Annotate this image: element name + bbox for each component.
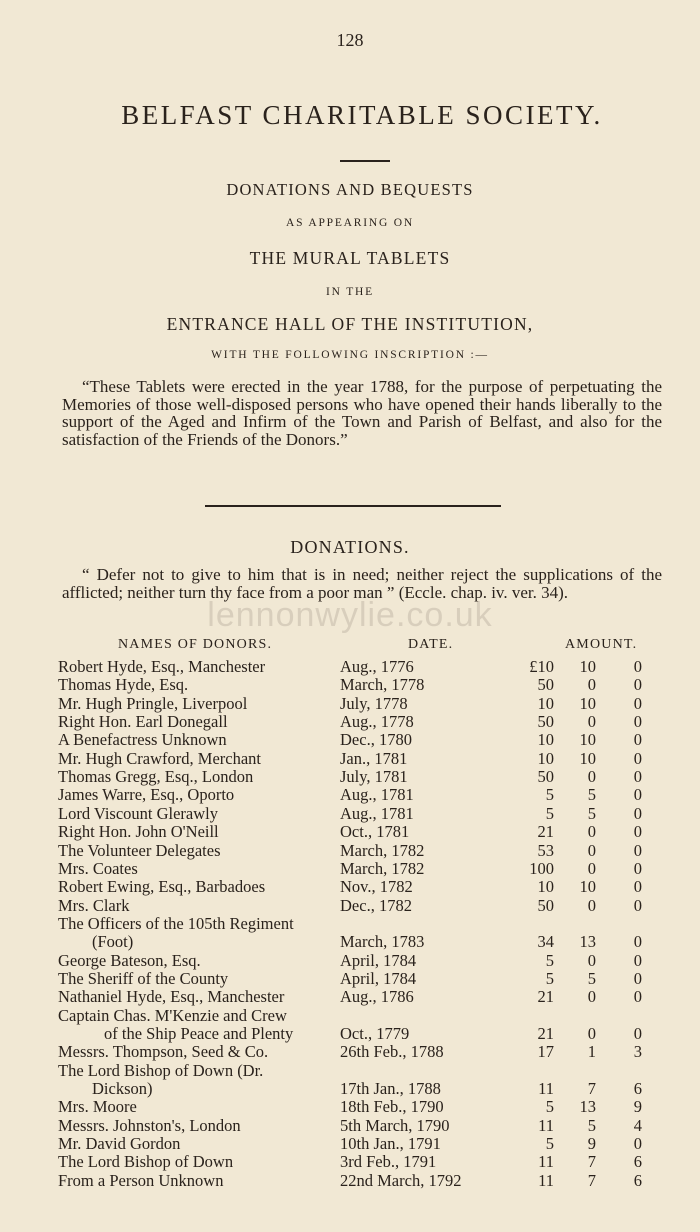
amount-shillings: 7 xyxy=(587,1152,596,1172)
heading-inscription-intro: WITH THE FOLLOWING INSCRIPTION :— xyxy=(211,349,489,361)
donor-name: Mr. David Gordon xyxy=(58,1134,181,1154)
donor-name: Mrs. Coates xyxy=(58,858,138,878)
donation-date: March, 1782 xyxy=(340,858,425,878)
donation-date: Oct., 1779 xyxy=(340,1024,410,1043)
donor-name: The Volunteer Delegates xyxy=(58,840,221,860)
donation-date: March, 1778 xyxy=(340,675,425,695)
table-row xyxy=(0,841,700,859)
donation-date: March, 1783 xyxy=(340,932,425,952)
amount-pounds: 10 xyxy=(537,748,554,768)
amount-pence: 9 xyxy=(633,1097,642,1117)
amount-shillings: 0 xyxy=(587,675,596,695)
donation-date: Aug., 1778 xyxy=(340,712,414,732)
donor-name: Thomas Hyde, Esq. xyxy=(58,675,189,695)
donation-date: Jan., 1781 xyxy=(340,748,408,768)
donor-name: Dickson) xyxy=(92,1079,153,1099)
amount-shillings: 5 xyxy=(587,1115,596,1135)
table-row xyxy=(0,1152,700,1170)
donation-date: 26th Feb., 1788 xyxy=(340,1042,444,1062)
amount-pence: 0 xyxy=(633,1134,642,1154)
amount-shillings: 10 xyxy=(579,877,596,897)
heading-as-appearing-on: AS APPEARING ON xyxy=(286,217,414,229)
amount-pounds: 50 xyxy=(537,712,554,732)
donor-name: Nathaniel Hyde, Esq., Manchester xyxy=(58,987,285,1007)
table-row xyxy=(0,749,700,767)
inscription-text: “These Tablets were erected in the year 1788, for the purpose of perpetuating the Memories of those well-disposed persons who have opened their hands liberally to the support of the Aged and Infirm of the Town and Parish of Belfast, and also for the satisfaction of the Friends of the Donors.” xyxy=(62,377,662,449)
column-header-date: DATE. xyxy=(408,637,454,652)
heading-donations-bequests: DONATIONS AND BEQUESTS xyxy=(226,180,474,199)
donation-date: April, 1784 xyxy=(340,968,417,988)
table-row xyxy=(0,767,700,785)
amount-pounds: 10 xyxy=(537,730,554,750)
table-row xyxy=(0,932,700,950)
amount-shillings: 0 xyxy=(587,950,596,970)
amount-pounds: 5 xyxy=(545,785,554,805)
amount-pounds: 11 xyxy=(538,1170,554,1190)
amount-pence: 0 xyxy=(633,895,642,915)
amount-shillings: 10 xyxy=(579,748,596,768)
scripture-quote: “ Defer not to give to him that is in need; neither reject the supplications of the afflicted; neither turn thy face from a poor man ” (Eccle. chap. iv. ver. 34). xyxy=(62,565,662,602)
table-row xyxy=(0,896,700,914)
table-row xyxy=(0,914,700,932)
amount-shillings: 5 xyxy=(587,785,596,805)
table-row xyxy=(0,1006,700,1024)
donor-name: Messrs. Johnston's, London xyxy=(58,1115,241,1135)
heading-in-the: IN THE xyxy=(326,286,374,298)
table-row xyxy=(0,987,700,1005)
amount-shillings: 7 xyxy=(587,1079,596,1099)
heading-mural-tablets: THE MURAL TABLETS xyxy=(249,248,451,268)
amount-pence: 0 xyxy=(633,675,642,695)
table-row xyxy=(0,657,700,675)
donation-date: Aug., 1776 xyxy=(340,657,414,676)
amount-pence: 0 xyxy=(633,803,642,823)
donation-date: Aug., 1786 xyxy=(340,987,414,1007)
amount-shillings: 5 xyxy=(587,803,596,823)
table-row xyxy=(0,951,700,969)
table-row xyxy=(0,1079,700,1097)
donation-date: 18th Feb., 1790 xyxy=(340,1097,444,1117)
donor-name: James Warre, Esq., Oporto xyxy=(58,785,235,805)
amount-pence: 6 xyxy=(633,1170,642,1190)
amount-shillings: 13 xyxy=(579,932,596,952)
table-row xyxy=(0,877,700,895)
amount-shillings: 0 xyxy=(587,858,596,878)
table-row xyxy=(0,712,700,730)
amount-pence: 3 xyxy=(633,1042,642,1062)
donation-date: July, 1781 xyxy=(340,767,408,787)
amount-pence: 0 xyxy=(633,840,642,860)
amount-pence: 0 xyxy=(633,748,642,768)
donor-name: George Bateson, Esq. xyxy=(58,950,201,970)
amount-shillings: 5 xyxy=(587,968,596,988)
title-divider xyxy=(340,160,390,162)
donation-date: July, 1778 xyxy=(340,693,408,713)
amount-pounds: 100 xyxy=(529,858,554,878)
amount-pounds: 34 xyxy=(537,932,554,952)
amount-pounds: 21 xyxy=(537,1024,554,1043)
amount-pounds: 53 xyxy=(537,840,554,860)
donor-name: Mr. Hugh Pringle, Liverpool xyxy=(58,693,248,713)
table-row xyxy=(0,694,700,712)
table-row xyxy=(0,822,700,840)
amount-pence: 0 xyxy=(633,693,642,713)
amount-pounds: 5 xyxy=(545,1134,554,1154)
table-row xyxy=(0,1042,700,1060)
amount-pounds: 50 xyxy=(537,895,554,915)
amount-pounds: 11 xyxy=(538,1079,554,1099)
table-row xyxy=(0,804,700,822)
amount-pounds: 50 xyxy=(537,675,554,695)
donor-name: A Benefactress Unknown xyxy=(58,730,227,750)
donor-name: Messrs. Thompson, Seed & Co. xyxy=(58,1042,269,1062)
page-title: BELFAST CHARITABLE SOCIETY. xyxy=(121,100,603,130)
donation-date: 17th Jan., 1788 xyxy=(340,1079,441,1099)
amount-pounds: £10 xyxy=(529,657,554,676)
donor-name: From a Person Unknown xyxy=(58,1170,224,1190)
amount-pounds: 5 xyxy=(545,1097,554,1117)
table-row xyxy=(0,1061,700,1079)
donor-name: The Sheriff of the County xyxy=(58,968,229,988)
page-number: 128 xyxy=(336,30,364,50)
amount-pounds: 50 xyxy=(537,767,554,787)
amount-shillings: 10 xyxy=(579,730,596,750)
amount-shillings: 13 xyxy=(579,1097,596,1117)
donor-name: Robert Hyde, Esq., Manchester xyxy=(58,657,266,676)
column-header-names: NAMES OF DONORS. xyxy=(118,637,273,652)
amount-pounds: 21 xyxy=(537,822,554,842)
amount-shillings: 10 xyxy=(579,657,596,676)
donation-date: 22nd March, 1792 xyxy=(340,1170,462,1190)
amount-pounds: 11 xyxy=(538,1152,554,1172)
donor-name: Captain Chas. M'Kenzie and Crew xyxy=(58,1005,287,1025)
donor-name: Mrs. Moore xyxy=(58,1097,137,1117)
amount-shillings: 9 xyxy=(587,1134,596,1154)
donation-date: Dec., 1782 xyxy=(340,895,412,915)
amount-pence: 0 xyxy=(633,712,642,732)
amount-pence: 0 xyxy=(633,730,642,750)
donation-date: Aug., 1781 xyxy=(340,803,414,823)
donor-name: Right Hon. Earl Donegall xyxy=(58,712,228,732)
donation-date: Dec., 1780 xyxy=(340,730,412,750)
section-divider xyxy=(205,505,501,507)
amount-shillings: 0 xyxy=(587,822,596,842)
amount-pence: 0 xyxy=(633,657,642,676)
donation-date: 5th March, 1790 xyxy=(340,1115,450,1135)
amount-pounds: 5 xyxy=(545,803,554,823)
amount-shillings: 0 xyxy=(587,712,596,732)
amount-pence: 0 xyxy=(633,950,642,970)
amount-pence: 6 xyxy=(633,1079,642,1099)
donation-date: Oct., 1781 xyxy=(340,822,410,842)
amount-shillings: 0 xyxy=(587,987,596,1007)
amount-pence: 4 xyxy=(633,1115,642,1135)
donor-name: Right Hon. John O'Neill xyxy=(58,822,219,842)
table-row xyxy=(0,1171,700,1189)
table-row xyxy=(0,1134,700,1152)
column-header-amount: AMOUNT. xyxy=(565,637,638,652)
donation-date: 10th Jan., 1791 xyxy=(340,1134,441,1154)
donor-name: (Foot) xyxy=(92,932,134,952)
amount-pence: 6 xyxy=(633,1152,642,1172)
amount-pounds: 10 xyxy=(537,693,554,713)
donation-date: Nov., 1782 xyxy=(340,877,413,897)
donation-date: March, 1782 xyxy=(340,840,425,860)
amount-pence: 0 xyxy=(633,968,642,988)
section-title-donations: DONATIONS. xyxy=(290,537,410,557)
donor-name: Lord Viscount Glerawly xyxy=(58,803,219,823)
donor-name: Mr. Hugh Crawford, Merchant xyxy=(58,748,261,768)
amount-pounds: 11 xyxy=(538,1115,554,1135)
table-row xyxy=(0,785,700,803)
table-row xyxy=(0,1024,700,1042)
amount-pounds: 17 xyxy=(537,1042,554,1062)
amount-pence: 0 xyxy=(633,987,642,1007)
amount-pence: 0 xyxy=(633,932,642,952)
amount-shillings: 7 xyxy=(587,1170,596,1190)
donor-name: The Officers of the 105th Regiment xyxy=(58,913,294,933)
table-row xyxy=(0,675,700,693)
amount-shillings: 0 xyxy=(587,767,596,787)
donation-date: Aug., 1781 xyxy=(340,785,414,805)
amount-shillings: 0 xyxy=(587,1024,596,1043)
amount-pence: 0 xyxy=(633,858,642,878)
donor-name: Thomas Gregg, Esq., London xyxy=(58,767,254,787)
heading-entrance-hall: ENTRANCE HALL OF THE INSTITUTION, xyxy=(166,314,534,334)
table-row xyxy=(0,730,700,748)
donor-name: of the Ship Peace and Plenty xyxy=(104,1024,294,1043)
table-row xyxy=(0,969,700,987)
donation-date: April, 1784 xyxy=(340,950,417,970)
amount-shillings: 1 xyxy=(587,1042,596,1062)
donation-date: 3rd Feb., 1791 xyxy=(340,1152,437,1172)
amount-pence: 0 xyxy=(633,1024,642,1043)
table-row xyxy=(0,859,700,877)
amount-pence: 0 xyxy=(633,822,642,842)
watermark: lennonwylie.co.uk xyxy=(207,596,493,634)
table-row xyxy=(0,1097,700,1115)
donor-name: The Lord Bishop of Down (Dr. xyxy=(58,1060,264,1080)
table-row xyxy=(0,1116,700,1134)
amount-shillings: 0 xyxy=(587,895,596,915)
amount-pounds: 5 xyxy=(545,950,554,970)
amount-pounds: 10 xyxy=(537,877,554,897)
amount-pounds: 5 xyxy=(545,968,554,988)
donor-name: The Lord Bishop of Down xyxy=(58,1152,234,1172)
donor-name: Robert Ewing, Esq., Barbadoes xyxy=(58,877,266,897)
amount-pounds: 21 xyxy=(537,987,554,1007)
amount-pence: 0 xyxy=(633,877,642,897)
amount-pence: 0 xyxy=(633,785,642,805)
amount-pence: 0 xyxy=(633,767,642,787)
amount-shillings: 10 xyxy=(579,693,596,713)
amount-shillings: 0 xyxy=(587,840,596,860)
donor-name: Mrs. Clark xyxy=(58,895,130,915)
